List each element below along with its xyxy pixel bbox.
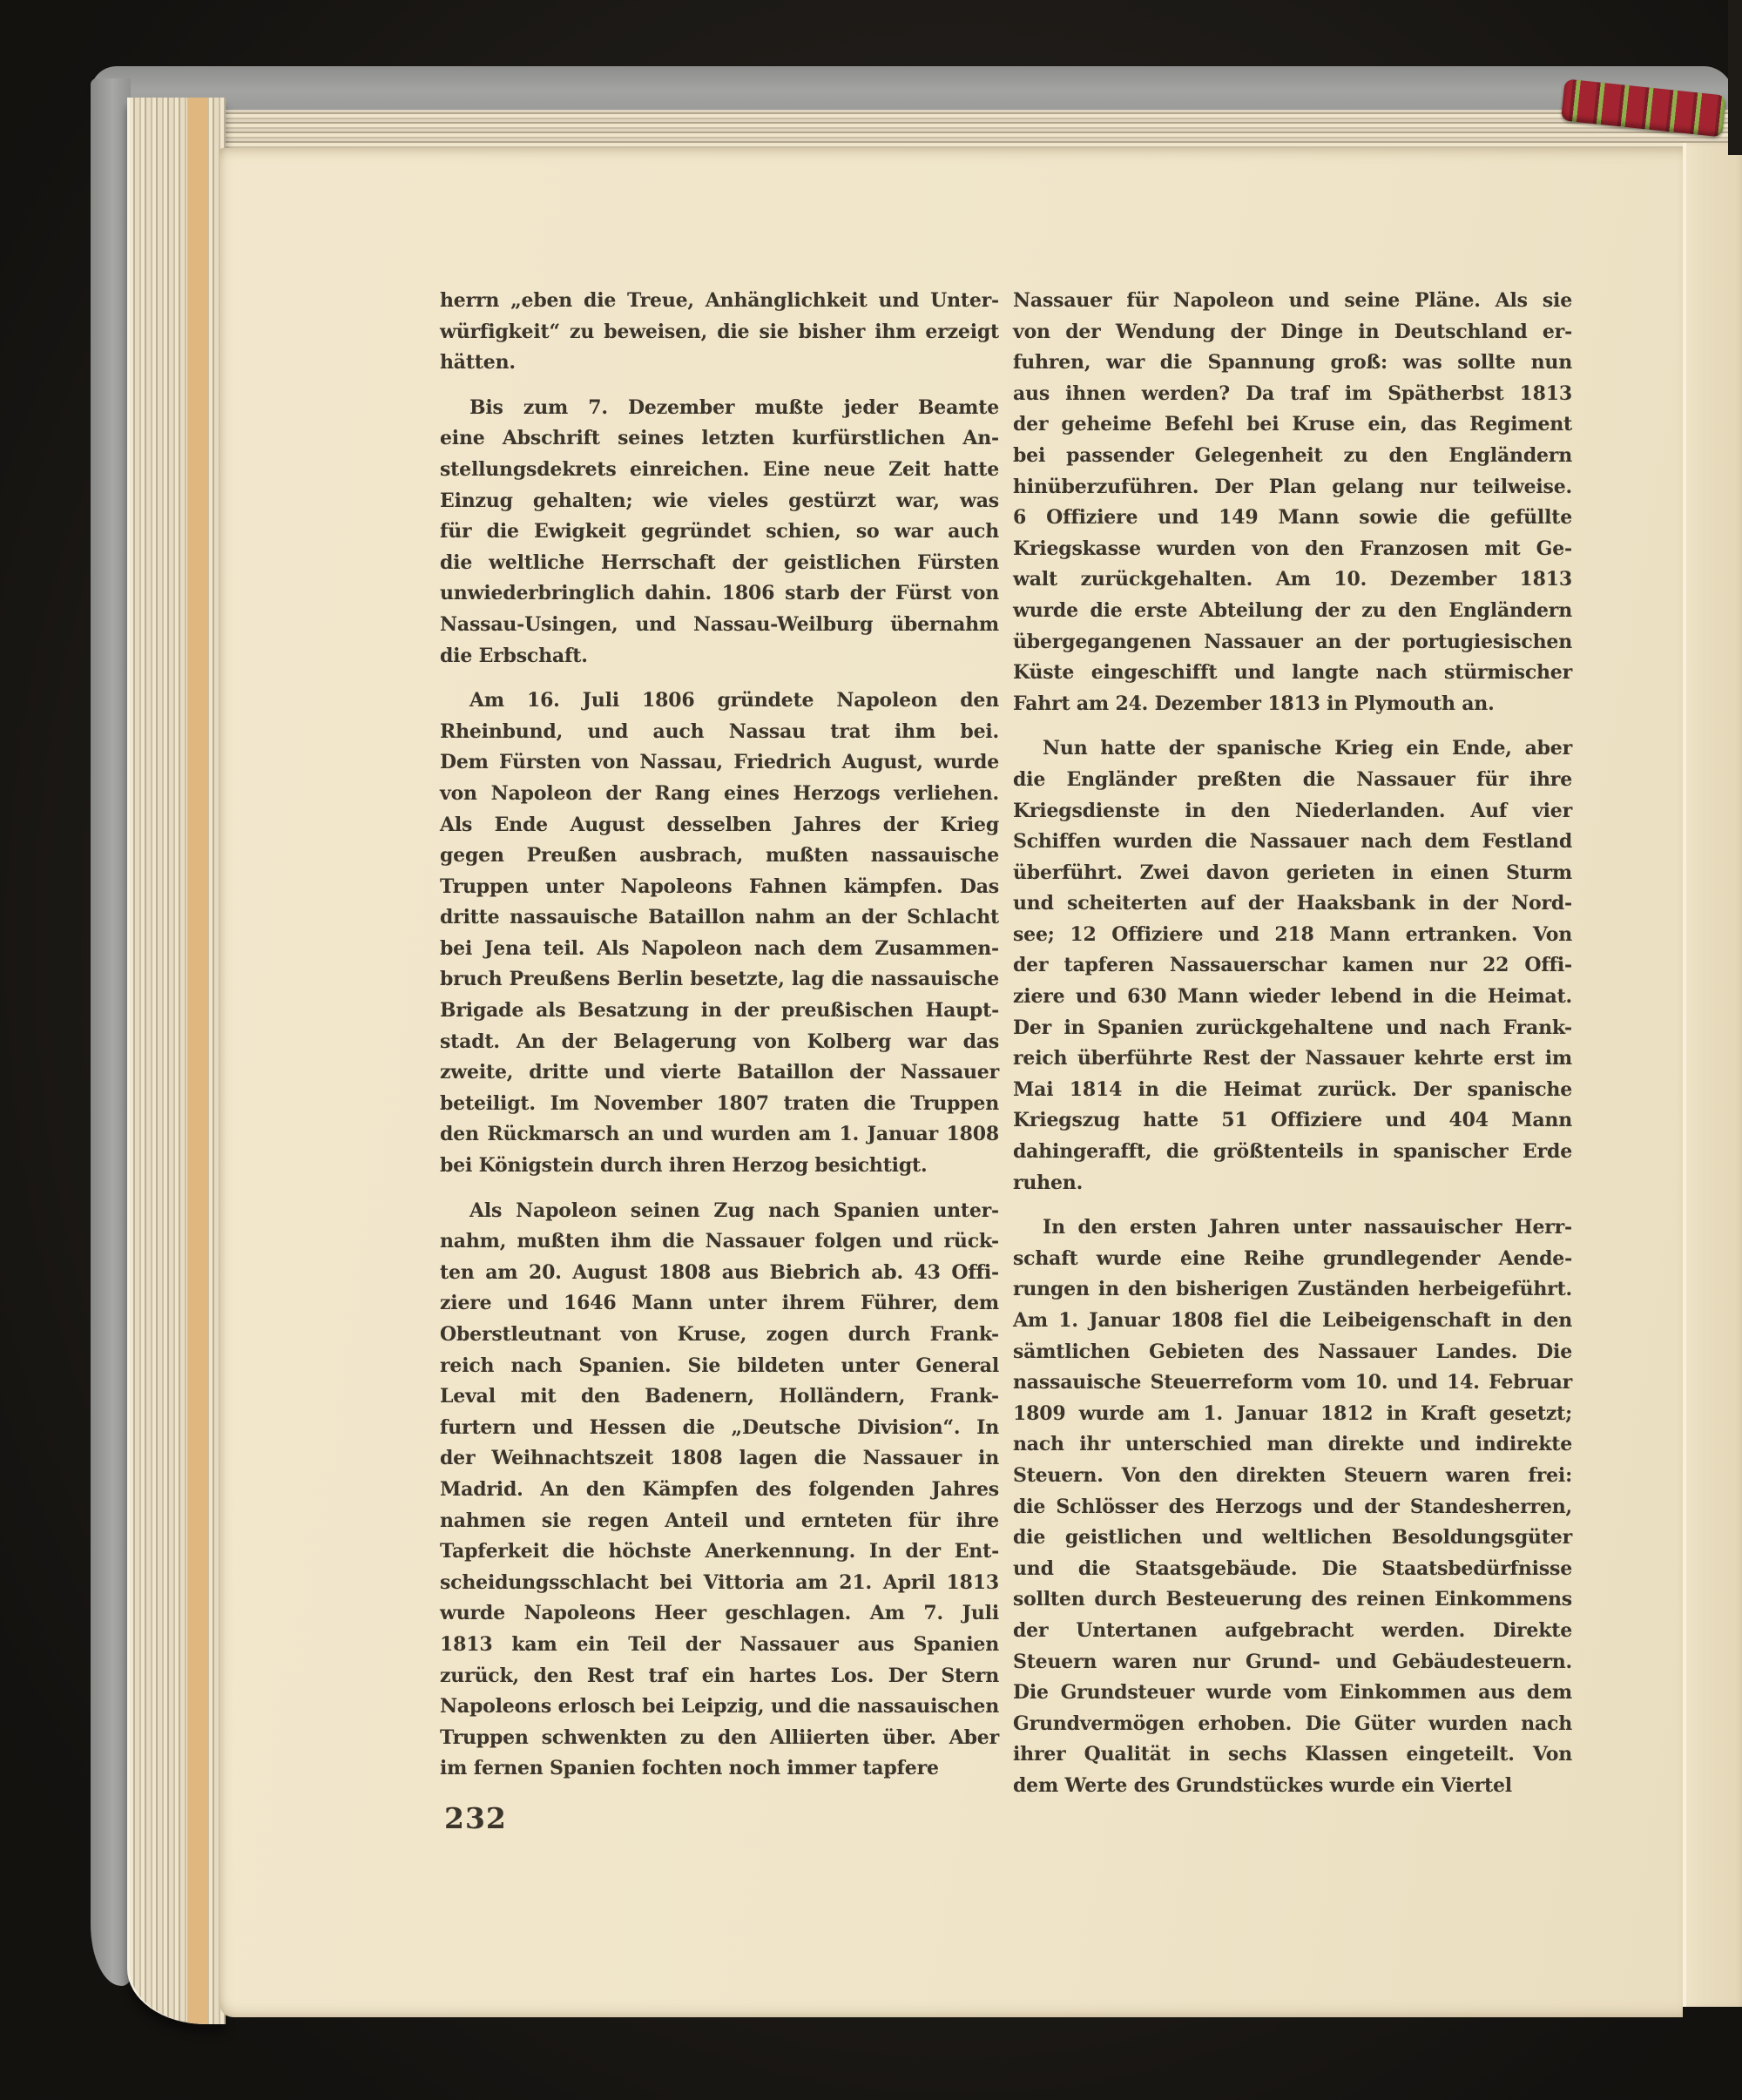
text-line: Schiffen wurden die Nassauer nach dem Festland [1013,830,1572,854]
text-line: Nun hatte der spanische Krieg ein Ende, aber [1043,737,1572,760]
text-line: rungen in den bisherigen Zuständen herbeigeführt. [1013,1278,1572,1301]
text-line: Rheinbund, und auch Nassau trat ihm bei. [440,719,999,743]
text-line: ziere und 630 Mann wieder lebend in die Heimat. [1013,985,1572,1009]
text-line: für die Ewigkeit gegründet schien, so war auch [440,520,999,544]
text-line: sämtlichen Gebieten des Nassauer Landes. Die [1013,1340,1572,1363]
paragraph [440,1196,999,1785]
text-line: und scheiterten auf der Haaksbank in der Nord- [1013,892,1572,915]
text-line: der Untertanen aufgebracht werden. Direkte [1013,1618,1572,1642]
facing-page-gutter [1683,143,1742,2007]
text-column-left [440,286,999,1799]
text-line: reich nach Spanien. Sie bildeten unter General [440,1354,999,1377]
text-line: ruhen. [1013,1171,1084,1194]
paragraph [440,286,999,379]
paragraph [1013,1212,1572,1801]
paragraph [440,393,999,672]
text-line: Napoleons erlosch bei Leipzig, und die nassauischen [440,1695,999,1718]
text-line: Mai 1814 in die Heimat zurück. Der spanische [1013,1077,1572,1101]
text-line: Brigade als Besatzung in der preußischen Haupt- [440,999,999,1023]
text-line: den Rückmarsch an und wurden am 1. Januar 1808 [440,1123,999,1146]
text-line: unwiederbringlich dahin. 1806 starb der Fürst von [440,582,999,605]
text-line: Als Ende August desselben Jahres der Krieg [440,813,999,836]
text-line: Dem Fürsten von Nassau, Friedrich August, wurde [440,751,999,774]
text-line: würfigkeit“ zu beweisen, die sie bisher ihm erzeigt [440,320,999,343]
text-line: aus ihnen werden? Da traf im Spätherbst 1813 [1013,382,1572,405]
text-line: bei passender Gelegenheit zu den Engländern [1013,443,1572,467]
text-line: Leval mit den Badenern, Holländern, Frank- [440,1385,999,1408]
text-line: die weltliche Herrschaft der geistlichen Fürsten [440,550,999,574]
text-line: der geheime Befehl bei Kruse ein, das Regiment [1013,413,1572,436]
text-line: 6 Offiziere und 149 Mann sowie die gefüllte [1013,506,1572,530]
text-line: und die Staatsgebäude. Die Staatsbedürfnisse [1013,1556,1572,1580]
text-line: von der Wendung der Dinge in Deutschland er- [1013,320,1572,343]
text-line: die Erbschaft. [440,644,588,667]
paragraph [1013,286,1572,719]
text-line: 1809 wurde am 1. Januar 1812 in Kraft gesetzt; [1013,1401,1572,1425]
text-line: eine Abschrift seines letzten kurfürstlichen An- [440,427,999,450]
page-stack-top-edge [131,110,1735,153]
text-line: Truppen schwenkten zu den Alliierten über. Aber [440,1725,999,1749]
text-line: bei Königstein durch ihren Herzog besichtigt. [440,1154,928,1178]
text-line: Einzug gehalten; wie vieles gestürzt war, was [440,489,999,512]
text-line: wurde die erste Abteilung der zu den Engländern [1013,598,1572,622]
page-number: 232 [444,1801,507,1835]
book-page [219,148,1683,2017]
text-line: nahmen sie regen Anteil und ernteten für ihre [440,1509,999,1532]
text-line: Kriegsdienste in den Niederlanden. Auf vier [1013,799,1572,822]
text-line: sollten durch Besteuerung des reinen Einkommens [1013,1588,1572,1611]
text-line: dritte nassauische Bataillon nahm an der Schlacht [440,906,999,929]
text-line: nahm, mußten ihm die Nassauer folgen und rück- [440,1230,999,1253]
text-line: überführt. Zwei davon gerieten in einen Sturm [1013,861,1572,884]
background-shadow [1728,0,1742,155]
text-line: Kriegskasse wurden von den Franzosen mit Ge- [1013,537,1572,560]
text-line: beteiligt. Im November 1807 traten die Truppen [440,1091,999,1115]
text-line: Steuern waren nur Grund- und Gebäudesteuern. [1013,1650,1572,1673]
text-column-right [1013,286,1572,1816]
text-line: Küste eingeschifft und langte nach stürmischer [1013,661,1572,685]
text-line: Der in Spanien zurückgehaltene und nach Frank- [1013,1016,1572,1039]
text-line: schaft wurde eine Reihe grundlegender Aende- [1013,1246,1572,1270]
text-line: 1813 kam ein Teil der Nassauer aus Spanien [440,1632,999,1656]
text-line: In den ersten Jahren unter nassauischer Herr- [1043,1216,1572,1239]
text-line: zurück, den Rest traf ein hartes Los. Der Stern [440,1664,999,1687]
text-line: gegen Preußen ausbrach, mußten nassauische [440,844,999,868]
paragraph [440,685,999,1182]
text-line: Steuern. Von den direkten Steuern waren frei: [1013,1463,1572,1487]
text-line: Die Grundsteuer wurde vom Einkommen aus dem [1013,1681,1572,1705]
text-line: Als Napoleon seinen Zug nach Spanien unter- [469,1199,999,1222]
text-line: bruch Preußens Berlin besetzte, lag die nassauische [440,968,999,991]
paragraph [1013,733,1572,1199]
text-line: Fahrt am 24. Dezember 1813 in Plymouth an. [1013,692,1495,715]
text-line: stadt. An der Belagerung von Kolberg war das [440,1030,999,1053]
text-line: die Schlösser des Herzogs und der Standesherren, [1013,1495,1572,1518]
text-line: Oberstleutnant von Kruse, zogen durch Frank- [440,1323,999,1346]
text-line: Grundvermögen erhoben. Die Güter wurden nach [1013,1712,1572,1735]
text-line: hinüberzuführen. Der Plan gelang nur teilweise. [1013,475,1572,498]
text-line: Tapferkeit die höchste Anerkennung. In der Ent- [440,1540,999,1563]
text-line: Am 1. Januar 1808 fiel die Leibeigenschaft in den [1013,1309,1572,1332]
text-line: übergegangenen Nassauer an der portugiesischen [1013,630,1572,653]
text-line: die Engländer preßten die Nassauer für ihre [1013,767,1572,791]
text-line: walt zurückgehalten. Am 10. Dezember 1813 [1013,568,1572,591]
text-line: ihrer Qualität in sechs Klassen eingeteilt. Von [1013,1743,1572,1766]
text-line: der Weihnachtszeit 1808 lagen die Nassauer in [440,1447,999,1470]
text-line: im fernen Spanien fochten noch immer tapfere [440,1757,939,1780]
text-line: zweite, dritte und vierte Bataillon der Nassauer [440,1061,999,1084]
text-line: dem Werte des Grundstückes wurde ein Viertel [1013,1773,1512,1797]
text-line: bei Jena teil. Als Napoleon nach dem Zusammen- [440,936,999,960]
text-line: Am 16. Juli 1806 gründete Napoleon den [469,689,999,712]
text-line: nach ihr unterschied man direkte und indirekte [1013,1433,1572,1456]
text-line: von Napoleon der Rang eines Herzogs verliehen. [440,781,999,805]
text-line: Bis zum 7. Dezember mußte jeder Beamte [469,395,999,419]
text-line: wurde Napoleons Heer geschlagen. Am 7. Juli [440,1602,999,1625]
page-stack-fore-edge [127,98,226,2024]
text-line: ziere und 1646 Mann unter ihrem Führer, dem [440,1292,999,1315]
text-line: furtern und Hessen die „Deutsche Division“. In [440,1415,999,1439]
text-line: Nassau-Usingen, und Nassau-Weilburg übernahm [440,612,999,636]
text-line: dahingerafft, die größtenteils in spanischer Erde [1013,1140,1572,1164]
text-line: Nassauer für Napoleon und seine Pläne. Als sie [1013,289,1572,312]
text-line: ten am 20. August 1808 aus Biebrich ab. 43 Offi- [440,1260,999,1284]
text-line: fuhren, war die Spannung groß: was sollte nun [1013,351,1572,375]
text-line: nassauische Steuerreform vom 10. und 14. Februar [1013,1371,1572,1394]
text-line: die geistlichen und weltlichen Besoldungsgüter [1013,1526,1572,1550]
book-cover-left-edge [91,78,131,1986]
text-line: see; 12 Offiziere und 218 Mann ertranken. Von [1013,922,1572,946]
text-line: hätten. [440,351,516,375]
text-line: Madrid. An den Kämpfen des folgenden Jahres [440,1477,999,1501]
text-line: herrn „eben die Treue, Anhänglichkeit und Unter- [440,289,999,312]
text-line: reich überführte Rest der Nassauer kehrte erst im [1013,1047,1572,1070]
text-line: scheidungsschlacht bei Vittoria am 21. April 1813 [440,1570,999,1594]
text-line: Kriegszug hatte 51 Offiziere und 404 Mann [1013,1109,1572,1132]
text-line: der tapferen Nassauerschar kamen nur 22 Offi- [1013,954,1572,977]
text-line: Truppen unter Napoleons Fahnen kämpfen. Das [440,874,999,898]
text-line: stellungsdekrets einreichen. Eine neue Zeit hatte [440,457,999,481]
